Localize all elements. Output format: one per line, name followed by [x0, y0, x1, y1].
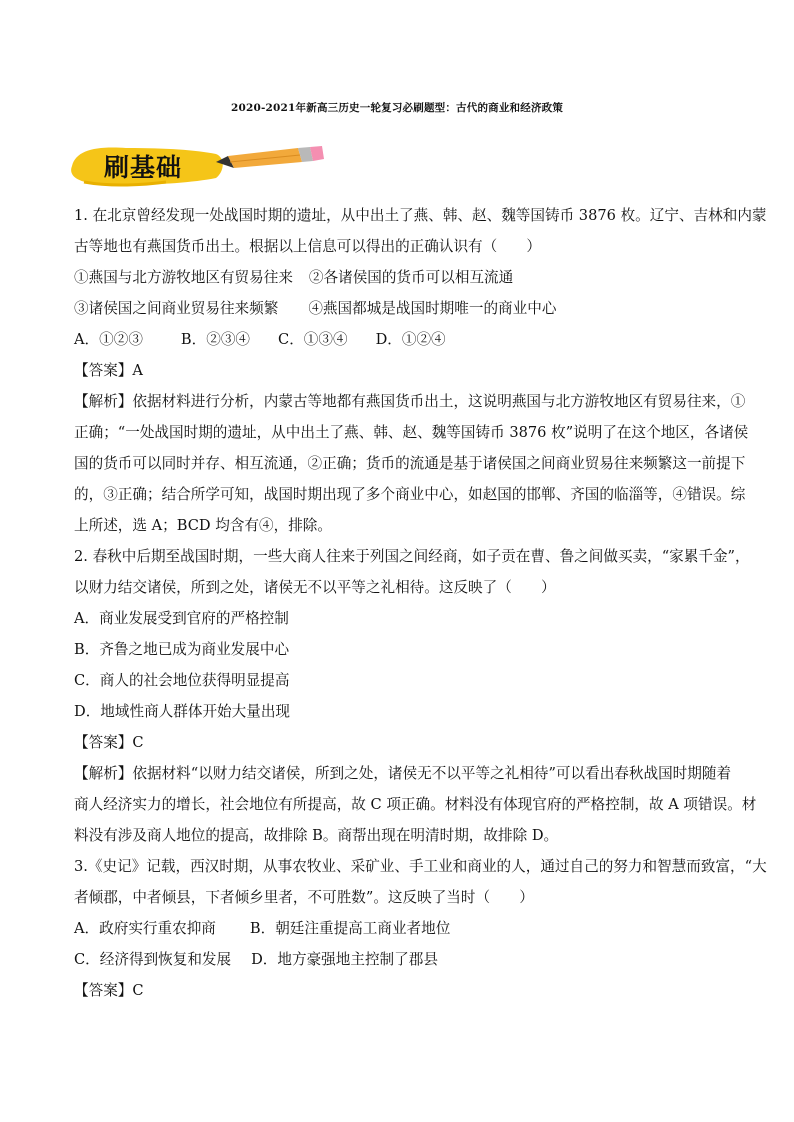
- q1-analysis-line-4: 的，③正确；结合所学可知，战国时期出现了多个商业中心，如赵国的邯郸、齐国的临淄等，④错误。综: [74, 486, 746, 503]
- q2-option-a: A．商业发展受到官府的严格控制: [74, 610, 289, 627]
- q1-item-4: ④燕国都城是战国时期唯一的商业中心: [308, 300, 557, 317]
- q1-option-c: C．①③④: [278, 331, 348, 348]
- q1-analysis-line-1: 【解析】依据材料进行分析，内蒙古等地都有燕国货币出土，这说明燕国与北方游牧地区有贸易往来，①: [74, 393, 746, 410]
- q1-stem-line-1: 1. 在北京曾经发现一处战国时期的遗址，从中出土了燕、韩、赵、魏等国铸币 3876 枚。辽宁、吉林和内蒙: [74, 207, 767, 224]
- q2-analysis-line-1: 【解析】依据材料“以财力结交诸侯，所到之处，诸侯无不以平等之礼相待”可以看出春秋战国时期随着: [74, 765, 732, 782]
- q2-answer: 【答案】C: [74, 734, 144, 751]
- q2-option-c: C．商人的社会地位获得明显提高: [74, 672, 290, 689]
- q1-analysis-line-5: 上所述，选 A；BCD 均含有④，排除。: [74, 517, 332, 534]
- q2-option-b: B．齐鲁之地已成为商业发展中心: [74, 641, 290, 658]
- q2-stem-line-1: 2. 春秋中后期至战国时期，一些大商人往来于列国之间经商，如子贡在曹、鲁之间做买卖，“家累千金”，: [74, 548, 750, 565]
- q3-options-row-2: [74, 950, 438, 970]
- pencil-icon: [216, 146, 324, 168]
- q3-options-row-1: [74, 919, 450, 939]
- q1-item-3: ③诸侯国之间商业贸易往来频繁: [74, 300, 279, 317]
- q1-options: [74, 330, 446, 350]
- q2-analysis-line-3: 料没有涉及商人地位的提高，故排除 B。商帮出现在明清时期，故排除 D。: [74, 827, 559, 844]
- q2-analysis-line-2: 商人经济实力的增长，社会地位有所提高，故 C 项正确。材料没有体现官府的严格控制，故 A 项错误。材: [74, 796, 757, 813]
- q1-items-row-2: [74, 299, 556, 319]
- q3-option-d: D．地方豪强地主控制了郡县: [251, 951, 438, 968]
- q1-option-a: A．①②③: [74, 331, 143, 348]
- q1-option-b: B．②③④: [180, 331, 251, 348]
- q3-option-c: C．经济得到恢复和发展: [74, 951, 232, 968]
- document-title: 2020-2021年新高三历史一轮复习必刷题型：古代的商业和经济政策: [230, 102, 564, 114]
- q3-option-b: B．朝廷注重提高工商业者地位: [249, 920, 451, 937]
- q3-answer: 【答案】C: [74, 982, 144, 999]
- q1-answer: 【答案】A: [74, 362, 143, 379]
- q1-item-2: ②各诸侯国的货币可以相互流通: [308, 269, 514, 286]
- q1-stem-line-2: 古等地也有燕国货币出土。根据以上信息可以得出的正确认识有（ ）: [74, 238, 542, 255]
- q1-analysis-line-3: 国的货币可以同时并存、相互流通，②正确；货币的流通是基于诸侯国之间商业贸易往来频繁这一前提下: [74, 455, 746, 472]
- q1-item-1: ①燕国与北方游牧地区有贸易往来: [74, 269, 293, 286]
- q1-option-d: D．①②④: [375, 331, 446, 348]
- banner-label: 刷基础: [104, 153, 183, 182]
- q1-analysis-line-2: 正确；“一处战国时期的遗址，从中出土了燕、韩、赵、魏等国铸币 3876 枚”说明了在这个地区，各诸侯: [74, 424, 749, 441]
- q3-stem-line-2: 者倾郡，中者倾县，下者倾乡里者，不可胜数”。这反映了当时（ ）: [74, 889, 534, 906]
- q2-option-d: D．地域性商人群体开始大量出现: [74, 703, 291, 720]
- q2-stem-line-2: 以财力结交诸侯，所到之处，诸侯无不以平等之礼相待。这反映了（ ）: [74, 579, 556, 596]
- q1-items-row-1: [74, 268, 513, 288]
- q3-option-a: A．政府实行重农抑商: [74, 920, 216, 937]
- q3-stem-line-1: 3.《史记》记载，西汉时期，从事农牧业、采矿业、手工业和商业的人，通过自己的努力和智慧而致富，“大: [74, 858, 767, 875]
